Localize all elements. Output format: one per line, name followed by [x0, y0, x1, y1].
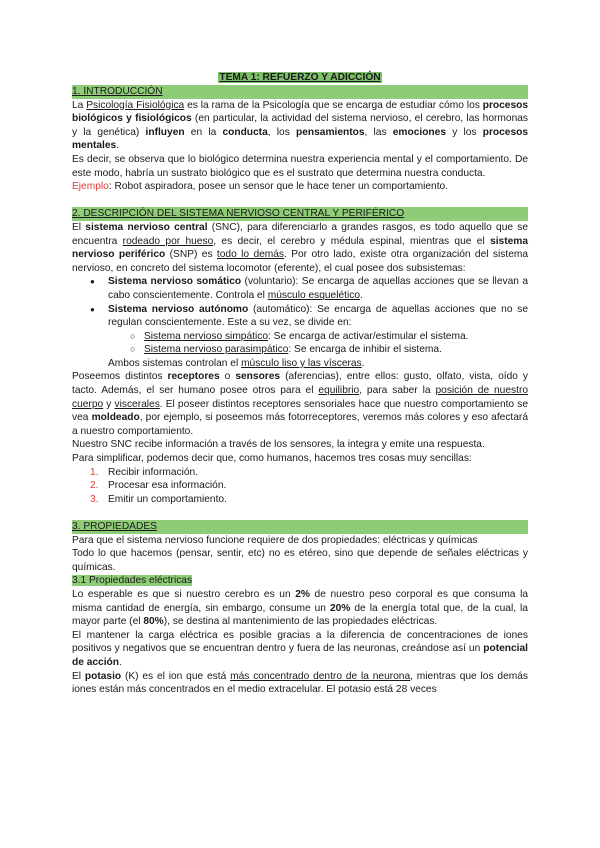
subsection-heading-electricas: 3.1 Propiedades eléctricas [72, 575, 193, 587]
step-item: 2. Procesar esa información. [90, 480, 227, 492]
both-systems-line: Ambos sistemas controlan el músculo liso y las vísceras. [108, 357, 365, 369]
subsystems-list [72, 275, 528, 357]
snc-info-line: Nuestro SNC recibe información a través de los sensores, la integra y emite una respuesta. [72, 439, 485, 451]
charge-paragraph: El mantener la carga eléctrica es posible gracias a la diferencia de concentraciones de iones positivos y negativos que se encuentran dentro y fuera de las neuronas, creándose así un potencial de acción. [72, 629, 528, 668]
simplify-line: Para simplificar, podemos decir que, como humanos, hacemos tres cosas muy sencillas: [72, 453, 472, 465]
spacer [72, 506, 528, 520]
intro-paragraph: La Psicología Fisiológica es la rama de la Psicología que se encarga de estudiar cómo los procesos biológicos y fisiológicos (en particular, la actividad del sistema nervioso, el cerebro, las hormonas y la genética) influyen en la conducta, los pensamientos, las emociones y los procesos mentales. [72, 99, 529, 152]
autonomic-sublist [108, 330, 528, 357]
list-item-sympathetic: ○ Sistema nervioso simpático: Se encarga de activar/estimular el sistema. [144, 330, 528, 344]
properties-paragraph-2: Todo lo que hacemos (pensar, sentir, etc) no es etéreo, sino que depende de señales eléctricas y químicas. [72, 548, 528, 573]
step-item: 3. Emitir un comportamiento. [90, 493, 227, 505]
properties-paragraph: Para que el sistema nervioso funcione requiere de dos propiedades: eléctricas y químicas [72, 534, 478, 546]
potassium-paragraph: El potasio (K) es el ion que está más concentrado dentro de la neurona, mientras que los demás iones están más concentrados en el medio extracelular. El potasio está 28 veces [72, 670, 528, 696]
snc-paragraph: El sistema nervioso central (SNC), para diferenciarlo a grandes rasgos, es todo aquello que se encuentra rodeado por hueso, es decir, el cerebro y médula espinal, mientras que el sistema nervioso periférico (SNP) es todo lo demás. Por otro lado, existe otra organización del sistema nervioso, en concreto del sistema locomotor (eferente), el cual posee dos subsistemas: [72, 221, 529, 274]
list-item-somatic: ● Sistema nervioso somático (voluntario): Se encarga de aquellas acciones que se llevan a cabo conscientemente. Controla el músculo esquelético. [108, 275, 528, 302]
document-title: TEMA 1: REFUERZO Y ADICCIÓN [219, 72, 381, 83]
section-heading-introduccion: 1. INTRODUCCIÓN [72, 85, 528, 99]
section-heading-propiedades: 3. PROPIEDADES [72, 520, 528, 534]
intro-paragraph-2: Es decir, se observa que lo biológico determina nuestra experiencia mental y el comportamiento. De este modo, habría un sustrato biológico que es el sustrato que determina nuestra conducta. [72, 153, 528, 179]
steps-list [72, 466, 528, 507]
receptors-paragraph: Poseemos distintos receptores o sensores (aferencias), entre ellos: gusto, olfato, vista, oído y tacto. Además, el ser humano posee otros para el equilibrio, para saber la posición de nuestro cuerpo y viscerales. El poseer distintos receptores sensoriales hace que nuestro comportamiento se vea moldeado, por ejemplo, si poseemos más fotorreceptores, veremos más colores y eso afectará a nuestro comportamiento. [72, 371, 529, 437]
spacer [72, 194, 528, 208]
example-line: Ejemplo: Robot aspiradora, posee un sensor que le hace tener un comportamiento. [72, 181, 449, 193]
section-heading-descripcion: 2. DESCRIPCIÓN DEL SISTEMA NERVIOSO CENTRAL Y PERIFÉRICO [72, 207, 528, 221]
list-item-parasympathetic: ○ Sistema nervioso parasimpático: Se encarga de inhibir el sistema. [144, 343, 528, 357]
document-page [72, 71, 528, 697]
energy-paragraph: Lo esperable es que si nuestro cerebro es un 2% de nuestro peso corporal es que consuma la misma cantidad de energía, sin embargo, consume un 20% de la energía total que, de la cual, la mayor parte (el 80%), se destina al mantenimiento de las propiedades eléctricas. [72, 588, 528, 628]
list-item-autonomic: ● Sistema nervioso autónomo (automático): Se encarga de aquellas acciones que no se regulan conscientemente. Este a su vez, se divide en: ○ Sistema nervioso simpático: Se encarga de activar/estimular el sistema. ○ Sistema nervioso parasimpático: Se encarga de inhibir el sistema. [108, 303, 528, 357]
step-item: 1. Recibir información. [90, 466, 199, 478]
example-label: Ejemplo [72, 181, 109, 193]
